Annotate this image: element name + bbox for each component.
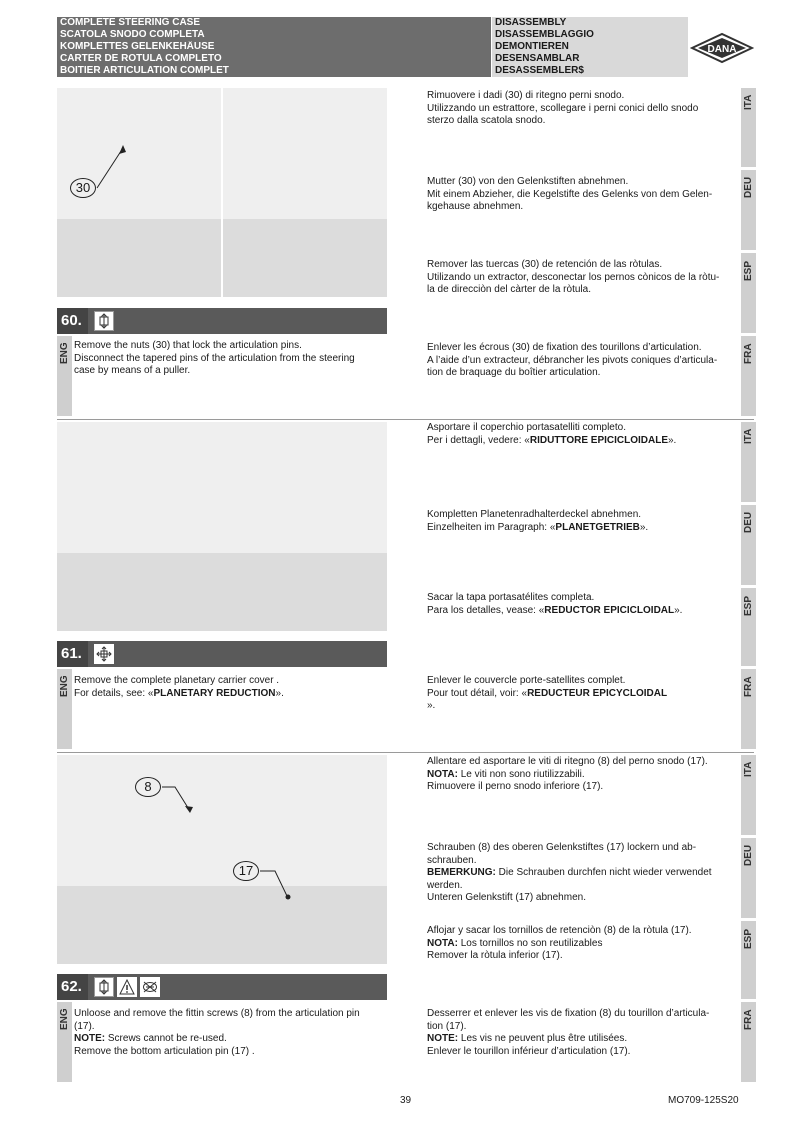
warning-icon [117, 977, 137, 997]
step-62-number: 62. [57, 974, 88, 1000]
step-62-bar [57, 974, 387, 1000]
header-op-en: DISASSEMBLY [492, 17, 688, 29]
step-62-esp: Aflojar y sacar los tornillos de retenciòn (8) de la ròtula (17). NOTA: Los tornillos no son reutilizables Remover la ròtula inferior (17). [427, 925, 692, 961]
move-icon [94, 644, 114, 664]
callout-30: 30 [70, 178, 96, 198]
step-61-eng: Remove the complete planetary carrier cover . For details, see: «PLANETARY REDUCTION». [74, 675, 284, 699]
header-title-fr: BOITIER ARTICULATION COMPLET [57, 65, 491, 77]
step-60-number: 60. [57, 308, 88, 334]
tab-esp-61: ESP [741, 588, 756, 666]
header-title-es: CARTER DE ROTULA COMPLETO [57, 53, 491, 65]
lift-icon [94, 977, 114, 997]
tab-fra-62: FRA [741, 1002, 756, 1082]
step-60-bar [57, 308, 387, 334]
header-title-en: COMPLETE STEERING CASE [57, 17, 491, 29]
step-62-leaders [57, 755, 387, 964]
dana-logo [690, 30, 754, 66]
step-62-ita: Allentare ed asportare le viti di ritegno (8) del perno snodo (17). NOTA: Le viti non sono riutilizzabili. Rimuovere il perno snodo inferiore (17). [427, 756, 708, 792]
tab-fra-60: FRA [741, 336, 756, 416]
tab-deu-62: DEU [741, 838, 756, 918]
tab-eng-61: ENG [57, 669, 72, 749]
tab-eng-60: ENG [57, 336, 72, 416]
logo-text: DANA [707, 44, 737, 55]
callout-17: 17 [233, 861, 259, 881]
divider [57, 419, 754, 420]
step-61-esp: Sacar la tapa portasatélites completa. Para los detalles, vease: «REDUCTOR EPICICLOIDAL». [427, 592, 683, 616]
step-61-deu: Kompletten Planetenradhalterdeckel abnehmen. Einzelheiten im Paragraph: «PLANETGETRIEB». [427, 509, 649, 533]
no-reuse-icon [140, 977, 160, 997]
header-op-es: DESENSAMBLAR [492, 53, 688, 65]
step-61-number: 61. [57, 641, 88, 667]
tab-esp-62: ESP [741, 921, 756, 999]
step-62-fra: Desserrer et enlever les vis de fixation (8) du tourillon d’articula- tion (17). NOTE: Les vis ne peuvent plus être utilisées. Enlever le tourillon inférieur d’articulation (17). [427, 1008, 710, 1057]
header-title-de: KOMPLETTES GELENKEHÄUSE [57, 41, 491, 53]
step-60-eng: Remove the nuts (30) that lock the articulation pins. Disconnect the tapered pins of the articulation from the steering case by means of a puller. [74, 340, 355, 376]
step-61-fra: Enlever le couvercle porte-satellites complet. Pour tout détail, voir: «REDUCTEUR EPICYCLOIDAL ». [427, 675, 668, 711]
lift-icon [94, 311, 114, 331]
step-62-deu: Schrauben (8) des oberen Gelenkstiftes (17) lockern und ab- schrauben. BEMERKUNG: Die Schrauben durchfen nicht wieder verwendet werden. Unteren Gelenkstift (17) abnehmen. [427, 842, 712, 903]
step-60-esp: Remover las tuercas (30) de retención de las ròtulas. Utilizando un extractor, desconectar los pernos cònicos de la ròtu- la de direcciòn del càrter de la ròtula. [427, 259, 720, 295]
step-61-ita: Asportare il coperchio portasatelliti completo. Per i dettagli, vedere: «RIDUTTORE EPICICLOIDALE». [427, 422, 677, 446]
header-op-fr: DÉSASSEMBLER$ [492, 65, 688, 77]
tab-ita-60: ITA [741, 88, 756, 167]
tab-eng-62: ENG [57, 1002, 72, 1082]
tab-fra-61: FRA [741, 669, 756, 749]
tab-ita-62: ITA [741, 755, 756, 835]
tab-esp-60: ESP [741, 253, 756, 333]
step-62-eng: Unloose and remove the fittin screws (8) from the articulation pin (17). NOTE: Screws cannot be re-used. Remove the bottom articulation pin (17) . [74, 1008, 360, 1057]
step-60-fra: Enlever les écrous (30) de fixation des tourillons d’articulation. A l’aide d’un extracteur, débrancher les pivots coniques d’articula- tion de braquage du boîtier articulation. [427, 342, 718, 378]
tab-ita-61: ITA [741, 422, 756, 502]
divider [57, 752, 754, 753]
step-61-image [57, 422, 387, 631]
header-title-it: SCATOLA SNODO COMPLETA [57, 29, 491, 41]
page-number: 39 [400, 1095, 412, 1106]
step-60-ita: Rimuovere i dadi (30) di ritegno perni snodo. Utilizzando un estrattore, scollegare i perni conici dello snodo sterzo dalla scatola snodo. [427, 90, 699, 126]
step-60-deu: Mutter (30) von den Gelenkstiften abnehmen. Mit einem Abzieher, die Kegelstifte des Gelenks von dem Gelen- kgehause abnehmen. [427, 176, 713, 212]
callout-8: 8 [135, 777, 161, 797]
step-61-bar [57, 641, 387, 667]
step-60-leader [57, 88, 387, 297]
header-op-it: DISASSEMBLAGGIO [492, 29, 688, 41]
header-op-de: DEMONTIEREN [492, 41, 688, 53]
tab-deu-61: DEU [741, 505, 756, 585]
document-code: MO709-125S20 [668, 1095, 739, 1106]
tab-deu-60: DEU [741, 170, 756, 250]
